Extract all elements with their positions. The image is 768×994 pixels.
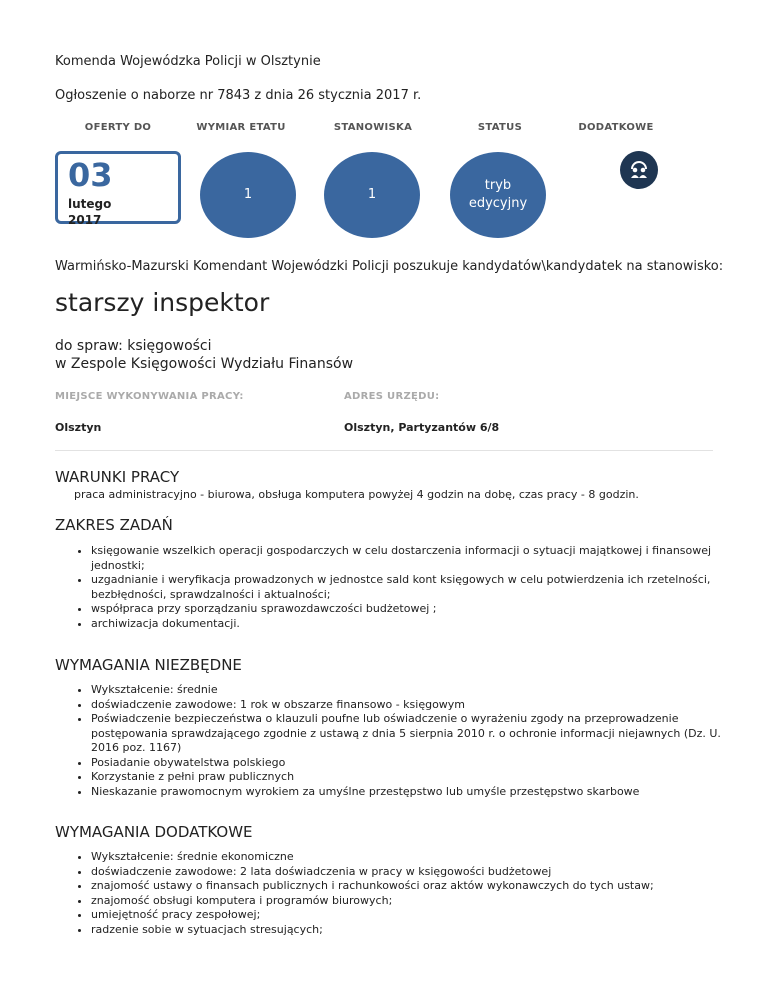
address-label: ADRES URZĘDU: bbox=[344, 391, 440, 402]
list-item: • Korzystanie z pełni praw publicznych bbox=[91, 770, 741, 785]
list-item: • Wykształcenie: średnie bbox=[91, 683, 741, 698]
tasks-title: ZAKRES ZADAŃ bbox=[55, 516, 173, 534]
list-item: • znajomość obsługi komputera i programów biurowych; bbox=[91, 894, 741, 909]
list-item: • Posiadanie obywatelstwa polskiego bbox=[91, 756, 741, 771]
required-list bbox=[55, 683, 741, 799]
position-subtitle bbox=[55, 337, 353, 373]
announcement-title: Ogłoszenie o naborze nr 7843 z dnia 26 stycznia 2017 r. bbox=[55, 88, 422, 103]
etat-circle bbox=[200, 152, 296, 238]
list-item: • archiwizacja dokumentacji. bbox=[91, 617, 741, 632]
place-label: MIEJSCE WYKONYWANIA PRACY: bbox=[55, 391, 244, 402]
divider bbox=[55, 450, 713, 451]
list-item: • współpraca przy sporządzaniu sprawozdawczości budżetowej ; bbox=[91, 602, 741, 617]
header-deadline: OFERTY DO bbox=[84, 122, 152, 133]
position-title: starszy inspektor bbox=[55, 288, 270, 317]
list-item: • doświadczenie zawodowe: 1 rok w obszarze finansowo - księgowym bbox=[91, 698, 741, 713]
additional-title: WYMAGANIA DODATKOWE bbox=[55, 823, 253, 841]
header-status: STATUS bbox=[477, 122, 523, 133]
list-item: • doświadczenie zawodowe: 2 lata doświadczenia w pracy w księgowości budżetowej bbox=[91, 865, 741, 880]
tasks-list bbox=[55, 544, 741, 631]
position-line-1: do spraw: księgowości bbox=[55, 338, 212, 354]
deadline-year: 2017 bbox=[68, 213, 102, 227]
list-item: • umiejętność pracy zespołowej; bbox=[91, 908, 741, 923]
people-icon bbox=[620, 151, 658, 189]
header-etat: WYMIAR ETATU bbox=[196, 122, 286, 133]
required-title: WYMAGANIA NIEZBĘDNE bbox=[55, 656, 242, 674]
status-value: tryb edycyjny bbox=[468, 178, 528, 211]
place-value: Olsztyn bbox=[55, 421, 102, 434]
lead-text: Warmińsko-Mazurski Komendant Wojewódzki Policji poszukuje kandydatów\kandydatek na stanowisko: bbox=[55, 259, 724, 274]
list-item: • znajomość ustawy o finansach publicznych i rachunkowości oraz aktów wykonawczych do tych ustaw; bbox=[91, 879, 741, 894]
organization-name: Komenda Wojewódzka Policji w Olsztynie bbox=[55, 54, 321, 69]
list-item: • księgowanie wszelkich operacji gospodarczych w celu dostarczenia informacji o sytuacji majątkowej i finansowej jednostki; bbox=[91, 544, 741, 573]
address-value: Olsztyn, Partyzantów 6/8 bbox=[344, 421, 500, 434]
header-extra: DODATKOWE bbox=[578, 122, 654, 133]
list-item: • Nieskazanie prawomocnym wyrokiem za umyślne przestępstwo lub umyśle przestępstwo skarbowe bbox=[91, 785, 741, 800]
deadline-month: lutego bbox=[68, 197, 112, 211]
deadline-box bbox=[55, 151, 181, 227]
list-item: • radzenie sobie w sytuacjach stresujących; bbox=[91, 923, 741, 938]
etat-value: 1 bbox=[243, 187, 253, 202]
position-line-2: w Zespole Księgowości Wydziału Finansów bbox=[55, 356, 354, 372]
list-item: • uzgadnianie i weryfikacja prowadzonych w jednostce sald kont księgowych w celu potwierdzenia ich rzetelności, bezbłędności, sprawdzalności i aktualności; bbox=[91, 573, 741, 602]
positions-circle bbox=[324, 152, 420, 238]
status-circle bbox=[450, 152, 546, 238]
conditions-text: praca administracyjno - biurowa, obsługa komputera powyżej 4 godzin na dobę, czas pracy - 8 godzin. bbox=[74, 488, 639, 501]
list-item: • Wykształcenie: średnie ekonomiczne bbox=[91, 850, 741, 865]
conditions-title: WARUNKI PRACY bbox=[55, 468, 180, 486]
list-item: • Poświadczenie bezpieczeństwa o klauzuli poufne lub oświadczenie o wyrażeniu zgody na przeprowadzenie postępowania sprawdzającego zgodnie z ustawą z dnia 5 sierpnia 2010 r. o ochronie informacji niejawnych (Dz. U. 2016 poz. 1167) bbox=[91, 712, 741, 756]
additional-list bbox=[55, 850, 741, 937]
header-positions: STANOWISKA bbox=[333, 122, 413, 133]
deadline-day: 03 bbox=[68, 156, 113, 194]
positions-value: 1 bbox=[367, 187, 377, 202]
